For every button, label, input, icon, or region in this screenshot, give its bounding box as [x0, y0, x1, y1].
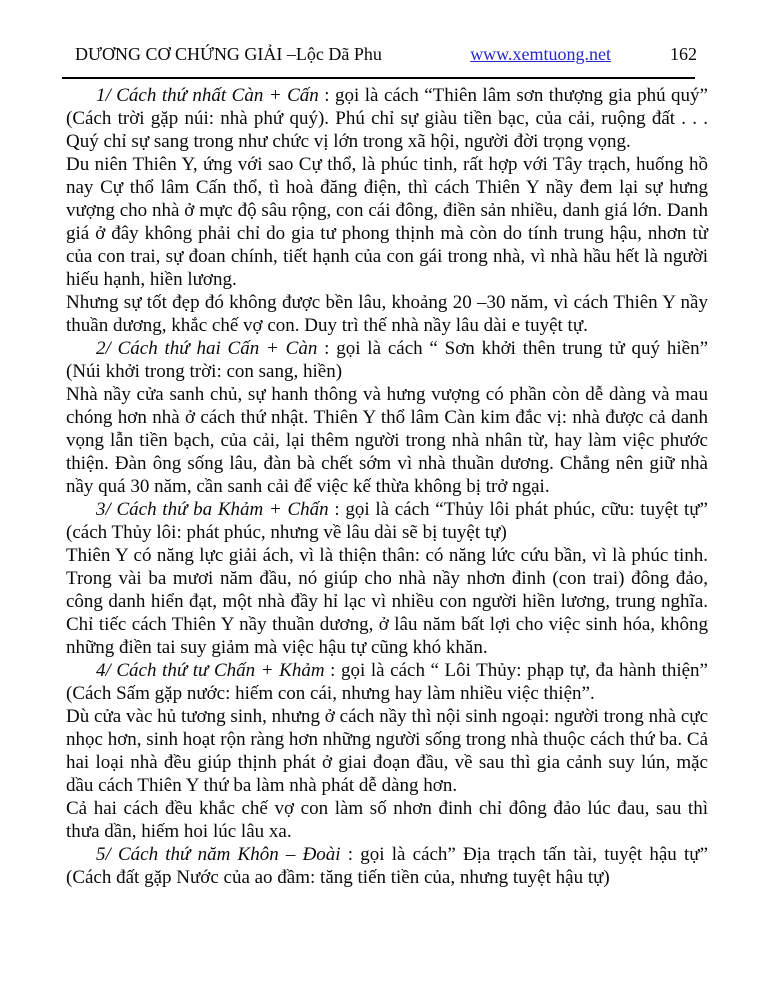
paragraph-5-text: Nhà nầy cửa sanh chủ, sự hanh thông và hưng vượng có phần còn dễ dàng và mau chóng hơn nhà ở cách thứ nhật. Thiên Y thổ lâm Càn kim đắc vị: nhà được cả danh vọng lẫn tiền bạch, của cải, lại thêm người trong nhà nhân từ, hay làm việc phước thiện. Đàn ông sống lâu, đàn bà chết sớm vì nhà thuần dương. Chẳng nên giữ nhà nầy quá 30 năm, cần sanh cải để việc kế thừa không bị trở ngại.	[66, 384, 708, 497]
page-number: 162	[670, 44, 697, 64]
paragraph-11-heading: 5/ Cách thứ năm Khôn – Đoài	[96, 844, 341, 865]
paragraph-6-heading: 3/ Cách thứ ba Khảm + Chấn	[96, 499, 329, 520]
paragraph-5	[66, 383, 708, 498]
paragraph-4-heading: 2/ Cách thứ hai Cấn + Càn	[96, 338, 318, 359]
paragraph-3	[66, 291, 708, 337]
header-divider	[62, 77, 695, 79]
paragraph-4	[66, 337, 708, 383]
paragraph-2	[66, 153, 708, 291]
paragraph-6	[66, 498, 708, 544]
paragraph-4-text: : gọi là cách “ Sơn khởi thên trung tử quý hiền” (Núi khởi trong trời: con sang, hiền)	[66, 338, 708, 382]
paragraph-1-heading: 1/ Cách thứ nhất Càn + Cấn	[96, 85, 319, 106]
paragraph-8	[66, 659, 708, 705]
paragraph-2-text: Du niên Thiên Y, ứng với sao Cự thổ, là phúc tinh, rất hợp với Tây trạch, huống hồ nay Cự thổ lâm Cấn thổ, tì hoà đăng điện, thì cách Thiên Y nầy đem lại sự hưng vượng cho nhà ở mực độ sâu rộng, con cái đông, điền sản nhiều, danh giá lớn. Danh giá ở đây không phải chỉ do gia tư phong thịnh mà còn do tính trung hậu, nhơn từ của con trai, sự đoan chính, tiết hạnh của con gái trong nhà, vì nhà hầu hết là người hiếu hạnh, hiền lương.	[66, 154, 708, 290]
paragraph-3-text: Nhưng sự tốt đẹp đó không được bền lâu, khoảng 20 –30 năm, vì cách Thiên Y nầy thuần dương, khắc chế vợ con. Duy trì thế nhà nầy lâu dài e tuyệt tự.	[66, 292, 708, 336]
paragraph-9	[66, 705, 708, 797]
paragraph-6-text: : gọi là cách “Thủy lôi phát phúc, cữu: tuyệt tự” (cách Thủy lôi: phát phúc, nhưng về lâu dài sẽ bị tuyệt tự)	[66, 499, 708, 543]
page-header	[75, 44, 697, 68]
paragraph-8-heading: 4/ Cách thứ tư Chấn + Khảm	[96, 660, 325, 681]
paragraph-1	[66, 84, 708, 153]
document-body	[66, 84, 708, 889]
document-title: DƯƠNG CƠ CHỨNG GIẢI –Lộc Dã Phu	[75, 44, 382, 64]
website-link[interactable]: www.xemtuong.net	[470, 44, 611, 64]
paragraph-10	[66, 797, 708, 843]
paragraph-1-text: : gọi là cách “Thiên lâm sơn thượng gia phú quý” (Cách trời gặp núi: nhà phứ quý). Phú chỉ sự giàu tiền bạc, của cải, ruộng đất . . . Quý chỉ sự sang trong như chức vị lớn trong xã hội, người đời trọng vọng.	[66, 85, 708, 152]
paragraph-10-text: Cả hai cách đều khắc chế vợ con làm số nhơn đinh chỉ đông đảo lúc đau, sau thì thưa dần, hiếm hoi lúc lâu xa.	[66, 798, 708, 842]
paragraph-11	[66, 843, 708, 889]
paragraph-7-text: Thiên Y có năng lực giải ách, vì là thiện thân: có năng lức cứu bần, vì là phúc tinh. Trong vài ba mươi năm đầu, nó giúp cho nhà nầy nhơn đinh (con trai) đông đảo, công danh hiển đạt, một nhà đầy hỉ lạc vì nhiều con người hiền lương, trung nghĩa. Chỉ tiếc cách Thiên Y nầy thuần dương, ở lâu năm bất lợi cho việc sinh hóa, không những điền tai suy giảm mà việc hậu tự cũng khó khăn.	[66, 545, 708, 658]
paragraph-11-text: : gọi là cách” Địa trạch tấn tài, tuyệt hậu tự” (Cách đất gặp Nước của ao đầm: tăng tiến tiền của, nhưng tuyệt hậu tự)	[66, 844, 709, 888]
paragraph-7	[66, 544, 708, 659]
paragraph-9-text: Dù cửa vàc hủ tương sinh, nhưng ở cách nầy thì nội sinh ngoại: người trong nhà cực nhọc hơn, sinh hoạt rộn ràng hơn những người sống trong nhà thuộc cách thứ ba. Cả hai loại nhà đều giúp thịnh phát ở giai đoạn đầu, về sau thì gia cảnh suy lún, mặc dầu cách Thiên Y thứ ba làm nhà phát dễ dàng hơn.	[66, 706, 708, 796]
paragraph-8-text: : gọi là cách “ Lôi Thủy: phạp tự, đa hành thiện” (Cách Sấm gặp nước: hiếm con cái, nhưng hay làm nhiều việc thiện”.	[66, 660, 708, 704]
